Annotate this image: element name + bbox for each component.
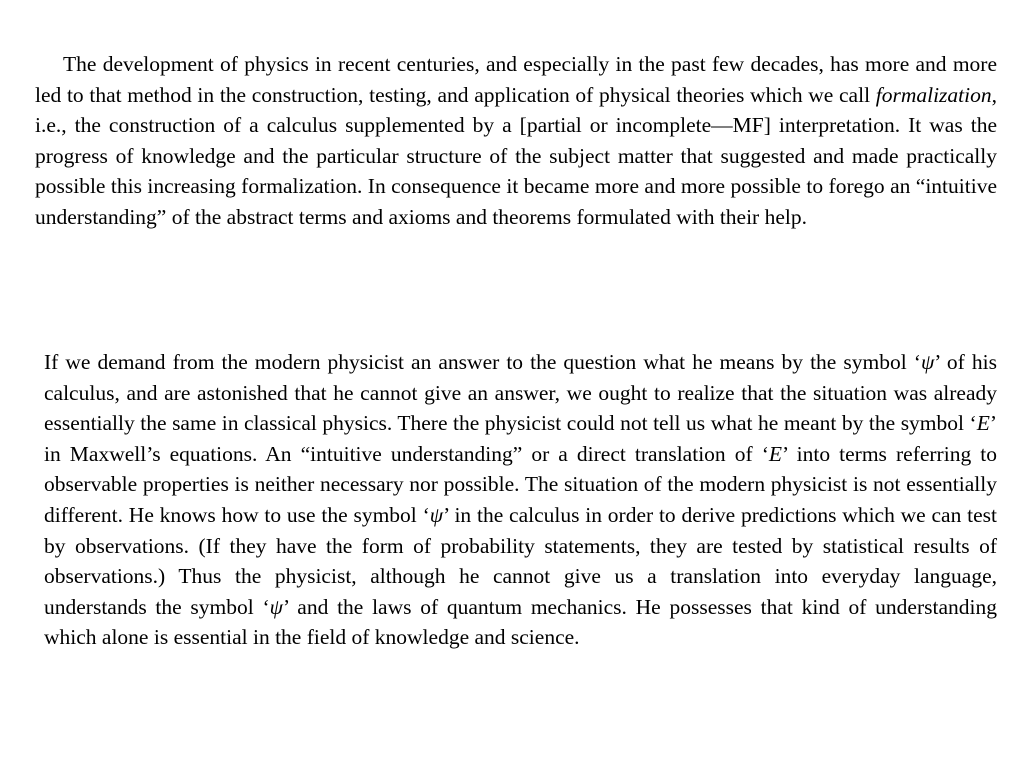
e-symbol: E [768, 441, 783, 466]
paragraph2-text-4: ’ into terms referring to observable properties is neither necessary nor possible. The situation of the modern physicist is not essentially different. He knows how to use the symbol ‘ [44, 441, 997, 527]
psi-symbol: ψ [269, 594, 283, 619]
paragraph-formalization [35, 49, 997, 233]
paragraph2-text-2: ’ of his calculus, and are astonished that he cannot give an answer, we ought to realize that the situation was already essentially the same in classical physics. There the physicist could not tell us what he meant by the symbol ‘ [44, 350, 997, 436]
paragraph1-text-start: The development of physics in recent centuries, and especially in the past few decades, has more and more led to that method in the construction, testing, and application of physical theories which we call [35, 52, 997, 107]
psi-symbol: ψ [429, 502, 444, 527]
paragraph2-text-5: ’ in the calculus in order to derive predictions which we can test by observations. (If they have the form of probability statements, they are tested by statistical results of observations.) Thus the physicist, although he cannot give us a translation into everyday language, understands the symbol ‘ [44, 502, 997, 619]
paragraph2-text-6: ’ and the laws of quantum mechanics. He possesses that kind of understanding which alone is essential in the field of knowledge and science. [44, 594, 997, 650]
paragraph-symbol-meaning [44, 347, 997, 653]
formalization-term: formalization [875, 82, 992, 107]
paragraph2-text-1: If we demand from the modern physicist an answer to the question what he means by the symbol ‘ [44, 350, 921, 374]
paragraph1-text-end: , i.e., the construction of a calculus supplemented by a [partial or incomplete—MF] interpretation. It was the progress of knowledge and the particular structure of the subject matter that suggested and made practically possible this increasing formalization. In consequence it became more and more possible to forego an “intuitive understanding” of the abstract terms and axioms and theorems formulated with their help. [35, 82, 997, 229]
paragraph2-text-3: ’ in Maxwell’s equations. An “intuitive understanding” or a direct translation of ‘ [44, 411, 997, 466]
psi-symbol: ψ [920, 350, 935, 374]
e-symbol: E [976, 411, 990, 436]
